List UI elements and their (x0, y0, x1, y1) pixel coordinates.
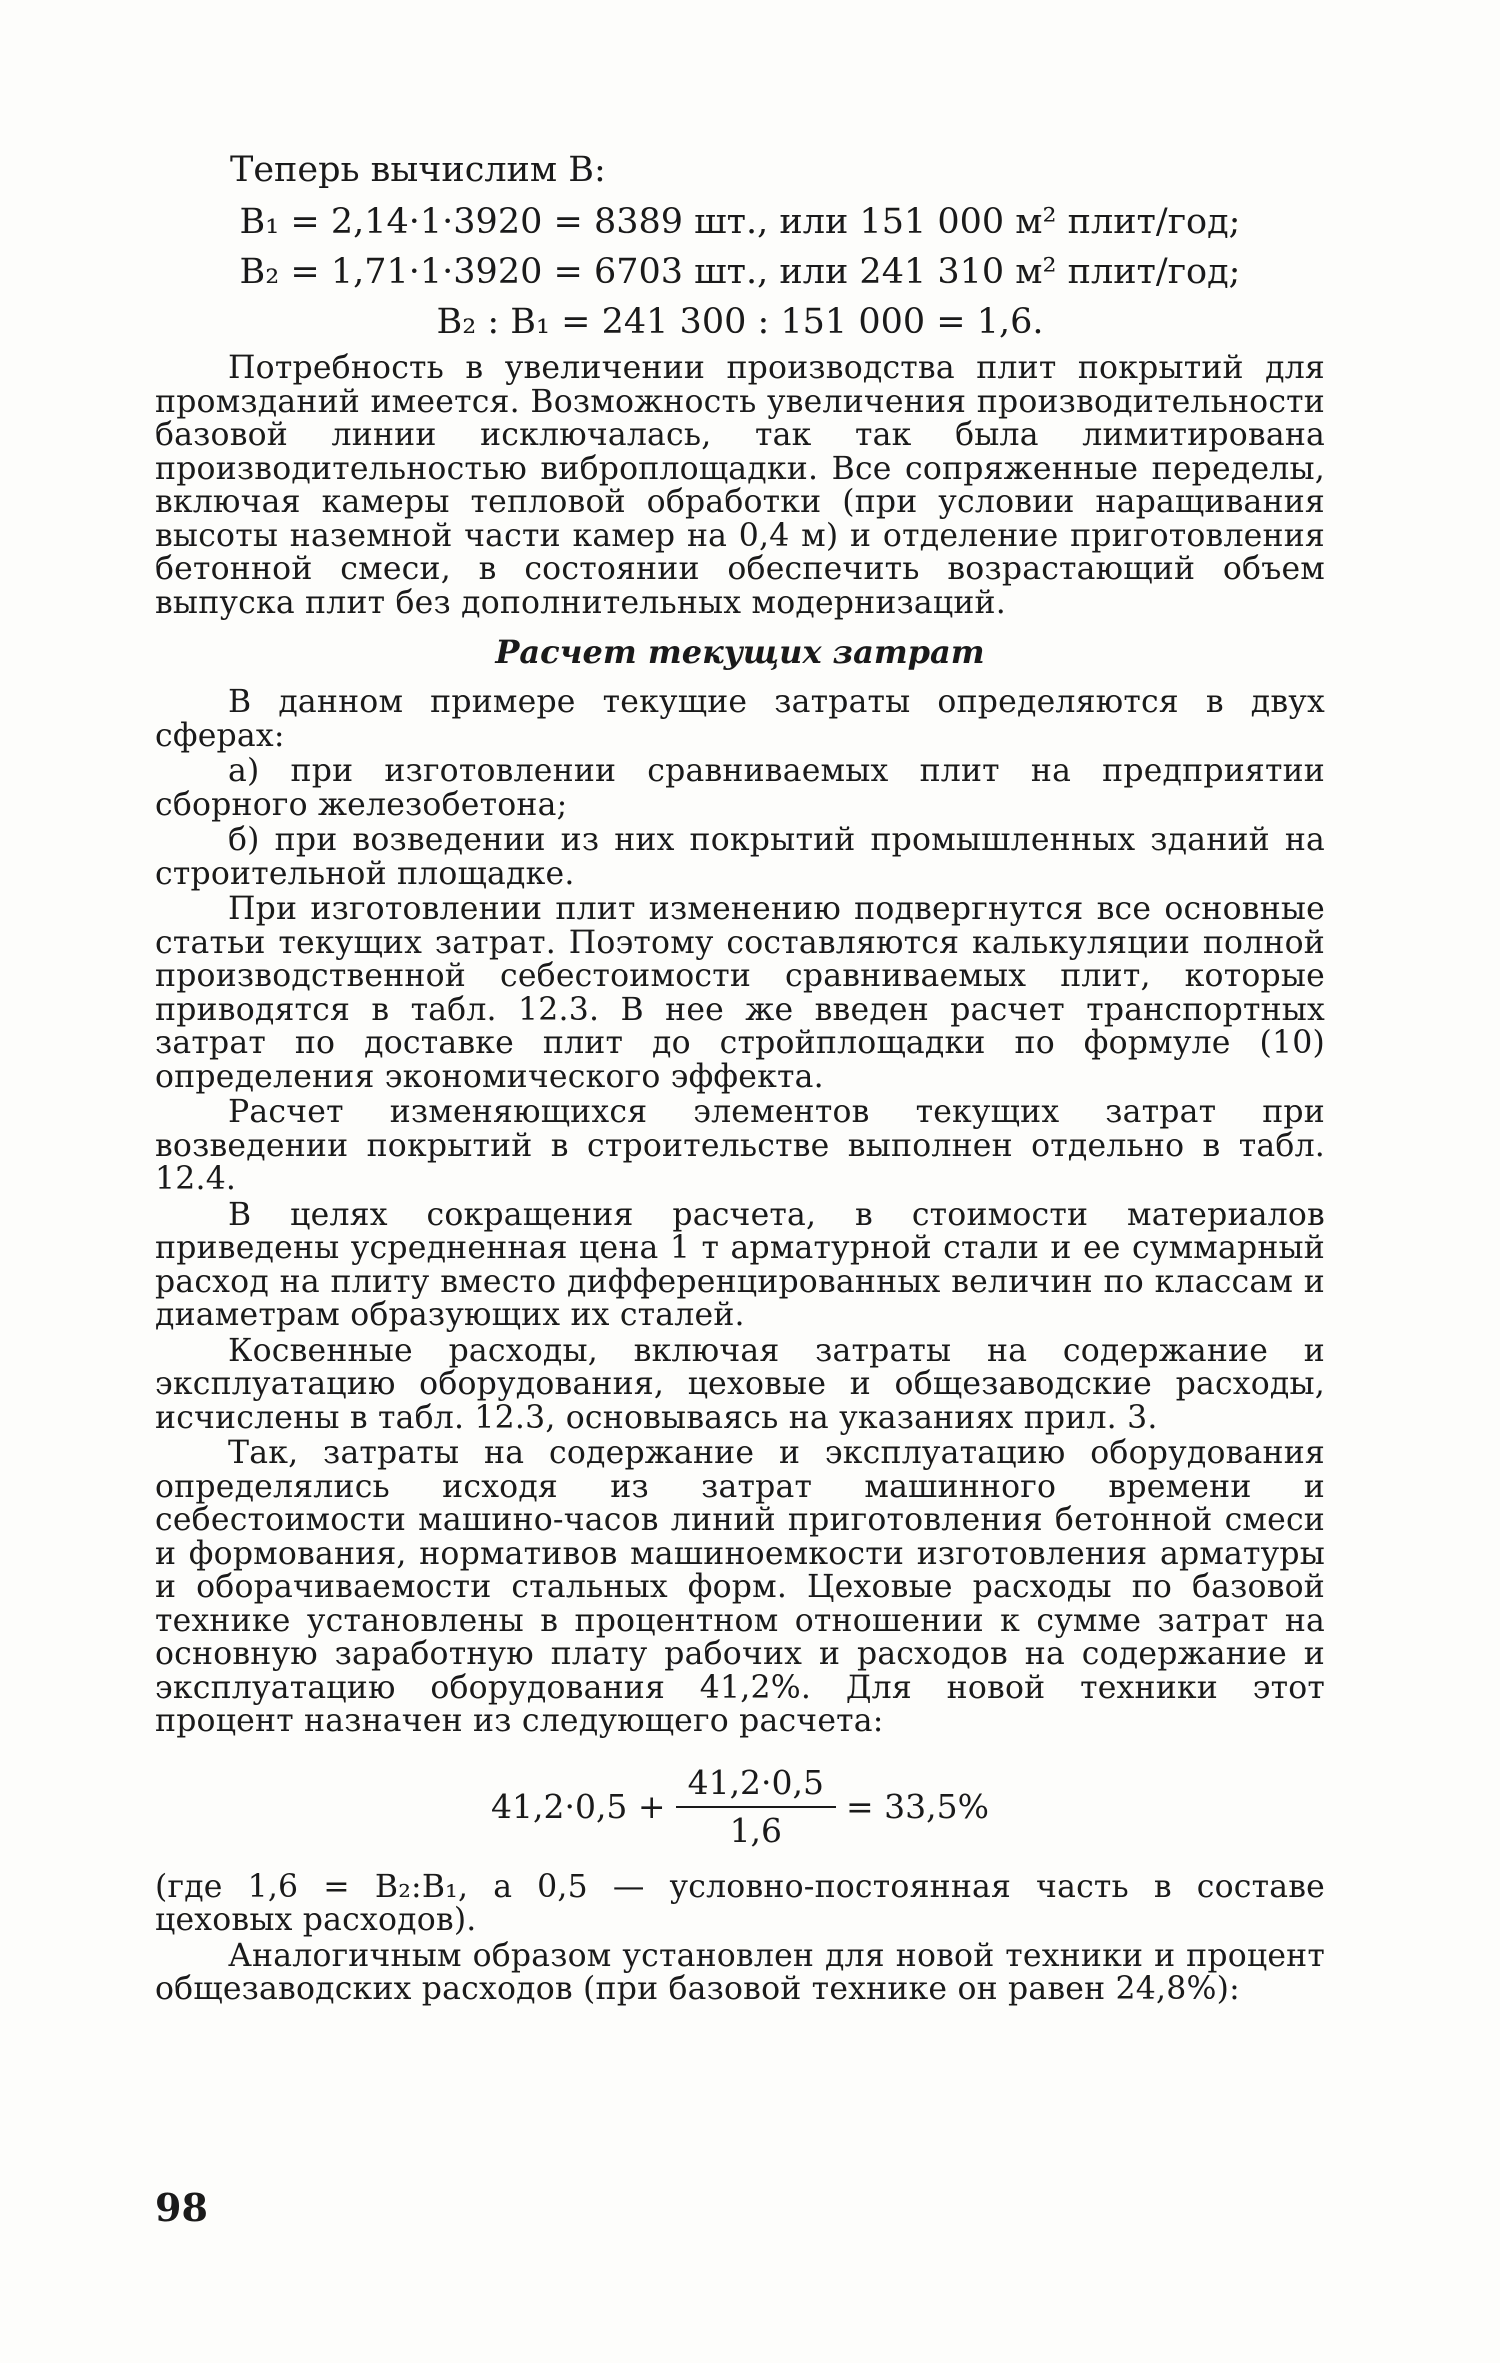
shop-overhead-formula (155, 1757, 1325, 1857)
formula-b2: В₂ = 1,71·1·3920 = 6703 шт., или 241 310 м² плит/год; (239, 252, 1241, 292)
formula-result: = 33,5% (846, 1787, 990, 1826)
paragraph-demand: Потребность в увеличении производства плит покрытий для промзданий имеется. Возможность увеличения производительности базовой линии исключалась, так так была лимитирована производительностью виброплощадки. Все сопряженные переделы, включая камеры тепловой обработки (при условии наращивания высоты наземной части камер на 0,4 м) и отделение приготовления бетонной смеси, в состоянии обеспечить возрастающий объем выпуска плит без дополнительных модернизаций. (155, 350, 1325, 621)
paragraph-item-a: а) при изготовлении сравниваемых плит на предприятии сборного железобетона; (155, 753, 1325, 823)
paragraph-spheres: В данном примере текущие затраты определяются в двух сферах: (155, 684, 1325, 754)
paragraph-construction-costs: Расчет изменяющихся элементов текущих затрат при возведении покрытий в строительстве выполнен отдельно в табл. 12.4. (155, 1094, 1325, 1197)
paragraph-item-b: б) при возведении из них покрытий промышленных зданий на строительной площадке. (155, 822, 1325, 892)
formula-left-term: 41,2·0,5 + (490, 1787, 666, 1826)
fraction-numerator: 41,2·0,5 (676, 1764, 836, 1808)
paragraph-equipment-costs: Так, затраты на содержание и эксплуатацию оборудования определялись исходя из затрат машинного времени и себестоимости машино-часов линий приготовления бетонной смеси и формования, нормативов машиноемкости изготовления арматуры и оборачиваемости стальных форм. Цеховые расходы по базовой технике установлены в процентном отношении к сумме затрат на основную заработную плату рабочих и расходов на содержание и эксплуатацию оборудования 41,2%. Для новой техники этот процент назначен из следующего расчета: (155, 1435, 1325, 1739)
intro-line: Теперь вычислим В: (230, 150, 606, 190)
paragraph-calculations: При изготовлении плит изменению подвергнутся все основные статьи текущих затрат. Поэтому составляются калькуляции полной производственной себестоимости сравниваемых плит, которые приводятся в табл. 12.3. В нее же введен расчет транспортных затрат по доставке плит до стройплощадки по формуле (10) определения экономического эффекта. (155, 891, 1325, 1095)
text-column (155, 150, 1325, 2009)
paragraph-indirect-costs: Косвенные расходы, включая затраты на содержание и эксплуатацию оборудования, цеховые и общезаводские расходы, исчислены в табл. 12.3, основываясь на указаниях прил. 3. (155, 1332, 1325, 1436)
fraction-denominator: 1,6 (729, 1810, 783, 1850)
formula-b1: В₁ = 2,14·1·3920 = 8389 шт., или 151 000 м² плит/год; (239, 202, 1241, 242)
paragraph-plant-overhead: Аналогичным образом установлен для новой техники и процент общезаводских расходов (при базовой технике он равен 24,8%): (155, 1937, 1325, 2007)
section-heading: Расчет текущих затрат (495, 633, 985, 671)
paragraph-materials: В целях сокращения расчета, в стоимости материалов приведены усредненная цена 1 т арматурной стали и ее суммарный расход на плиту вместо дифференцированных величин по классам и диаметрам образующих их сталей. (155, 1196, 1325, 1333)
paragraph-where-note: (где 1,6 = В₂:В₁, а 0,5 — условно-постоянная часть в составе цеховых расходов). (155, 1868, 1325, 1938)
formula-fraction (676, 1764, 836, 1850)
page-number: 98 (155, 2185, 208, 2230)
formula-ratio: В₂ : В₁ = 241 300 : 151 000 = 1,6. (436, 302, 1044, 342)
